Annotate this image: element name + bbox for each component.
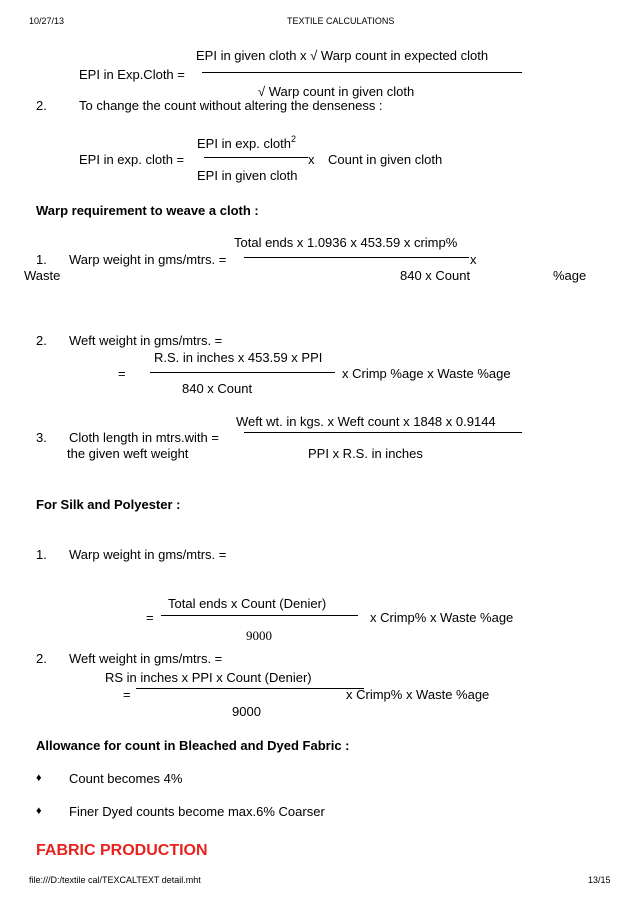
w1-waste: Waste [24,268,61,283]
s1-label: Warp weight in gms/mtrs. = [69,547,227,562]
s2-tail: x Crimp% x Waste %age [346,687,490,702]
silk-heading: For Silk and Polyester : [36,497,181,512]
w3-number: 3. [36,430,47,445]
s1-numerator: Total ends x Count (Denier) [168,596,327,611]
w3-label-continued: the given weft weight [67,446,189,461]
w3-fraction-bar [244,432,522,433]
f2-denominator: EPI in given cloth [197,168,298,183]
w2-equals: = [118,366,126,381]
s2-equals: = [123,687,131,702]
w2-denominator: 840 x Count [182,381,253,396]
header-date: 10/27/13 [29,16,65,26]
f1-numerator: EPI in given cloth x √ Warp count in expected cloth [196,48,489,63]
w3-numerator: Weft wt. in kgs. x Weft count x 1848 x 0.9144 [236,414,496,429]
footer-file-path: file:///D:/textile cal/TEXCALTEXT detail.mht [29,875,201,885]
w2-tail: x Crimp %age x Waste %age [342,366,511,381]
w1-pct: %age [553,268,587,283]
f1-denominator: √ Warp count in given cloth [258,84,415,99]
bullet-item-2: Finer Dyed counts become max.6% Coarser [69,804,325,819]
w1-denominator: 840 x Count [400,268,471,283]
s1-tail: x Crimp% x Waste %age [370,610,514,625]
s1-number: 1. [36,547,47,562]
w3-label: Cloth length in mtrs.with = [69,430,219,445]
w2-numerator: R.S. in inches x 453.59 x PPI [154,350,323,365]
footer-page-number: 13/15 [588,875,611,885]
f2-times: x [308,152,315,167]
f2-tail: Count in given cloth [328,152,443,167]
f2-lhs: EPI in exp. cloth = [79,152,185,167]
w2-fraction-bar [150,372,335,373]
w1-fraction-bar [244,257,469,258]
w2-number: 2. [36,333,47,348]
s2-numerator: RS in inches x PPI x Count (Denier) [105,670,312,685]
s2-label: Weft weight in gms/mtrs. = [69,651,223,666]
item2-text: To change the count without altering the denseness : [79,98,383,113]
s1-fraction-bar [161,615,358,616]
w1-number: 1. [36,252,47,267]
s1-denominator: 9000 [246,628,272,643]
fabric-production-heading: FABRIC PRODUCTION [36,842,208,859]
s2-number: 2. [36,651,47,666]
item2-number: 2. [36,98,47,113]
f2-numerator: EPI in exp. cloth$^2$ [197,134,296,151]
f1-lhs: EPI in Exp.Cloth = [79,67,185,82]
s2-denominator: 9000 [232,704,261,719]
w2-label: Weft weight in gms/mtrs. = [69,333,223,348]
w3-denominator: PPI x R.S. in inches [308,446,423,461]
w1-times: x [470,252,477,267]
s1-equals: = [146,610,154,625]
w1-label: Warp weight in gms/mtrs. = [69,252,227,267]
f1-fraction-bar [202,72,522,73]
f2-fraction-bar [204,157,308,158]
w1-numerator: Total ends x 1.0936 x 453.59 x crimp% [234,235,458,250]
bullet-diamond-icon: ♦ [36,772,42,784]
s2-fraction-bar [136,688,364,689]
header-title: TEXTILE CALCULATIONS [287,16,395,26]
bullet-item-1: Count becomes 4% [69,771,183,786]
warp-heading: Warp requirement to weave a cloth : [36,203,259,218]
bullet-diamond-icon: ♦ [36,805,42,817]
allowance-heading: Allowance for count in Bleached and Dyed Fabric : [36,738,350,753]
